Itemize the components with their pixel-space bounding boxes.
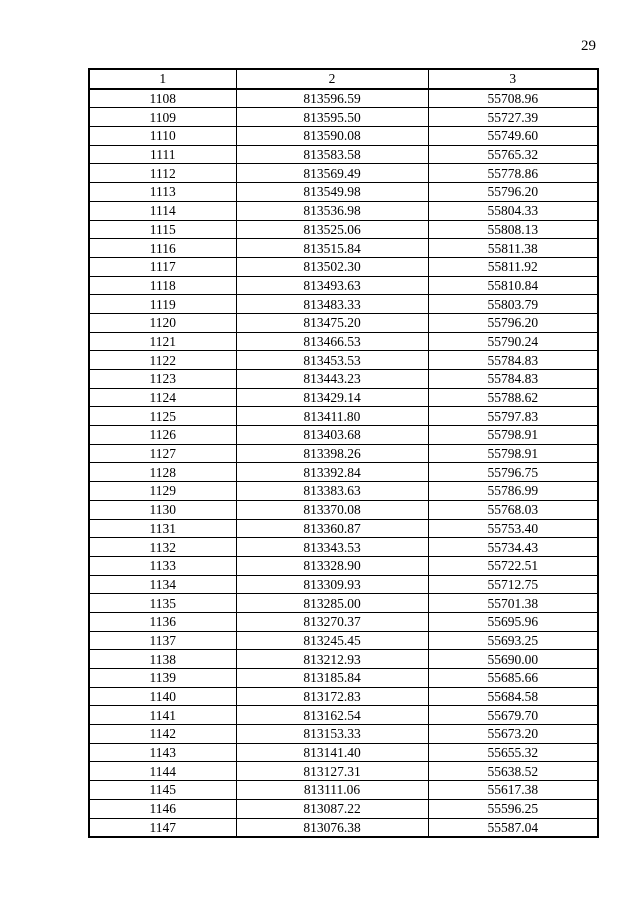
table-cell-col3: 55727.39 [428,108,598,127]
table-row [89,276,598,295]
table-cell-col1: 1131 [89,519,236,538]
table-cell-col2: 813583.58 [236,145,428,164]
table-cell-col1: 1129 [89,482,236,501]
table-cell-col3: 55790.24 [428,332,598,351]
table-cell-col2: 813525.06 [236,220,428,239]
table-cell-col3: 55796.20 [428,183,598,202]
table-cell-col3: 55811.92 [428,257,598,276]
table-cell-col2: 813549.98 [236,183,428,202]
table-row [89,145,598,164]
table-cell-col2: 813360.87 [236,519,428,538]
table-cell-col2: 813443.23 [236,370,428,389]
table-row [89,388,598,407]
table-cell-col3: 55638.52 [428,762,598,781]
table-cell-col3: 55796.20 [428,313,598,332]
table-cell-col3: 55778.86 [428,164,598,183]
table-cell-col3: 55684.58 [428,687,598,706]
table-cell-col3: 55708.96 [428,89,598,108]
table-cell-col2: 813453.53 [236,351,428,370]
table-cell-col3: 55798.91 [428,426,598,445]
table-cell-col1: 1126 [89,426,236,445]
table-cell-col1: 1119 [89,295,236,314]
table-cell-col1: 1142 [89,725,236,744]
table-row [89,164,598,183]
table-cell-col1: 1133 [89,556,236,575]
table-cell-col3: 55701.38 [428,594,598,613]
table-row [89,127,598,146]
table-cell-col2: 813141.40 [236,743,428,762]
table-cell-col2: 813076.38 [236,818,428,837]
table-cell-col2: 813569.49 [236,164,428,183]
table-row [89,743,598,762]
table-row [89,463,598,482]
table-cell-col3: 55797.83 [428,407,598,426]
table-cell-col2: 813403.68 [236,426,428,445]
table-row [89,239,598,258]
table-cell-col1: 1113 [89,183,236,202]
table-cell-col2: 813245.45 [236,631,428,650]
column-header-1: 1 [89,69,236,89]
table-cell-col3: 55685.66 [428,669,598,688]
table-cell-col3: 55596.25 [428,799,598,818]
table-cell-col2: 813111.06 [236,781,428,800]
table-cell-col3: 55784.83 [428,351,598,370]
table-cell-col1: 1145 [89,781,236,800]
table-cell-col1: 1110 [89,127,236,146]
table-cell-col2: 813212.93 [236,650,428,669]
coordinates-table [88,68,599,838]
table-cell-col2: 813502.30 [236,257,428,276]
table-row [89,631,598,650]
table-cell-col3: 55803.79 [428,295,598,314]
table-cell-col1: 1116 [89,239,236,258]
table-cell-col2: 813590.08 [236,127,428,146]
table-cell-col1: 1123 [89,370,236,389]
table-cell-col3: 55788.62 [428,388,598,407]
table-cell-col2: 813483.33 [236,295,428,314]
table-cell-col1: 1120 [89,313,236,332]
table-cell-col1: 1146 [89,799,236,818]
table-cell-col3: 55768.03 [428,500,598,519]
table-cell-col2: 813309.93 [236,575,428,594]
table-cell-col2: 813343.53 [236,538,428,557]
column-header-3: 3 [428,69,598,89]
table-cell-col1: 1111 [89,145,236,164]
table-row [89,612,598,631]
table-row [89,519,598,538]
table-row [89,407,598,426]
table-cell-col3: 55810.84 [428,276,598,295]
table-cell-col2: 813392.84 [236,463,428,482]
table-cell-col1: 1147 [89,818,236,837]
table-cell-col3: 55655.32 [428,743,598,762]
table-row [89,799,598,818]
table-cell-col1: 1144 [89,762,236,781]
table-cell-col3: 55695.96 [428,612,598,631]
table-cell-col1: 1121 [89,332,236,351]
table-cell-col3: 55796.75 [428,463,598,482]
table-row [89,183,598,202]
table-cell-col1: 1114 [89,201,236,220]
table-row [89,482,598,501]
table-cell-col3: 55690.00 [428,650,598,669]
table-cell-col3: 55617.38 [428,781,598,800]
table-row [89,725,598,744]
table-row [89,444,598,463]
table-cell-col1: 1128 [89,463,236,482]
table-cell-col2: 813172.83 [236,687,428,706]
table-cell-col2: 813285.00 [236,594,428,613]
table-cell-col3: 55784.83 [428,370,598,389]
table-cell-col2: 813536.98 [236,201,428,220]
table-cell-col3: 55749.60 [428,127,598,146]
table-row [89,313,598,332]
table-cell-col2: 813087.22 [236,799,428,818]
table-cell-col3: 55734.43 [428,538,598,557]
table-cell-col1: 1130 [89,500,236,519]
table-cell-col1: 1118 [89,276,236,295]
table-cell-col3: 55673.20 [428,725,598,744]
table-cell-col3: 55753.40 [428,519,598,538]
table-cell-col1: 1134 [89,575,236,594]
table-cell-col1: 1136 [89,612,236,631]
table-cell-col2: 813328.90 [236,556,428,575]
table-row [89,687,598,706]
table-cell-col2: 813595.50 [236,108,428,127]
table-cell-col3: 55587.04 [428,818,598,837]
table-row [89,594,598,613]
table-cell-col3: 55798.91 [428,444,598,463]
table-row [89,762,598,781]
table-row [89,295,598,314]
table-row [89,575,598,594]
table-cell-col2: 813153.33 [236,725,428,744]
table-cell-col2: 813185.84 [236,669,428,688]
table-cell-col2: 813411.80 [236,407,428,426]
table-cell-col1: 1117 [89,257,236,276]
table-cell-col1: 1127 [89,444,236,463]
table-row [89,538,598,557]
table-row [89,706,598,725]
table-cell-col3: 55804.33 [428,201,598,220]
table-row [89,370,598,389]
table-cell-col3: 55811.38 [428,239,598,258]
table-cell-col2: 813370.08 [236,500,428,519]
table-cell-col2: 813493.63 [236,276,428,295]
table-cell-col2: 813429.14 [236,388,428,407]
table-cell-col3: 55679.70 [428,706,598,725]
table-cell-col1: 1139 [89,669,236,688]
table-row [89,500,598,519]
table-row [89,556,598,575]
table-cell-col1: 1124 [89,388,236,407]
table-cell-col2: 813475.20 [236,313,428,332]
table-row [89,781,598,800]
table-cell-col1: 1108 [89,89,236,108]
table-header-row [89,69,598,89]
table-cell-col1: 1109 [89,108,236,127]
table-cell-col1: 1140 [89,687,236,706]
table-cell-col2: 813515.84 [236,239,428,258]
table-cell-col2: 813596.59 [236,89,428,108]
table-cell-col1: 1122 [89,351,236,370]
table-cell-col3: 55712.75 [428,575,598,594]
table-row [89,89,598,108]
table-cell-col2: 813398.26 [236,444,428,463]
table-cell-col3: 55808.13 [428,220,598,239]
table-cell-col1: 1141 [89,706,236,725]
table-cell-col1: 1137 [89,631,236,650]
table-cell-col3: 55693.25 [428,631,598,650]
table-cell-col2: 813127.31 [236,762,428,781]
table-row [89,818,598,837]
table-cell-col1: 1115 [89,220,236,239]
table-body [89,89,598,838]
table-header [89,69,598,89]
table-cell-col3: 55786.99 [428,482,598,501]
table-cell-col2: 813162.54 [236,706,428,725]
table-cell-col1: 1132 [89,538,236,557]
table-row [89,220,598,239]
table-cell-col1: 1125 [89,407,236,426]
table-cell-col3: 55722.51 [428,556,598,575]
table-cell-col2: 813383.63 [236,482,428,501]
table-row [89,108,598,127]
table-row [89,201,598,220]
table-row [89,351,598,370]
table-cell-col1: 1135 [89,594,236,613]
table-row [89,332,598,351]
column-header-2: 2 [236,69,428,89]
table-cell-col2: 813270.37 [236,612,428,631]
table-cell-col2: 813466.53 [236,332,428,351]
table-row [89,257,598,276]
table-cell-col3: 55765.32 [428,145,598,164]
table-row [89,650,598,669]
table-row [89,426,598,445]
table-row [89,669,598,688]
table-cell-col1: 1138 [89,650,236,669]
table-cell-col1: 1112 [89,164,236,183]
page-number: 29 [581,38,596,54]
table-cell-col1: 1143 [89,743,236,762]
